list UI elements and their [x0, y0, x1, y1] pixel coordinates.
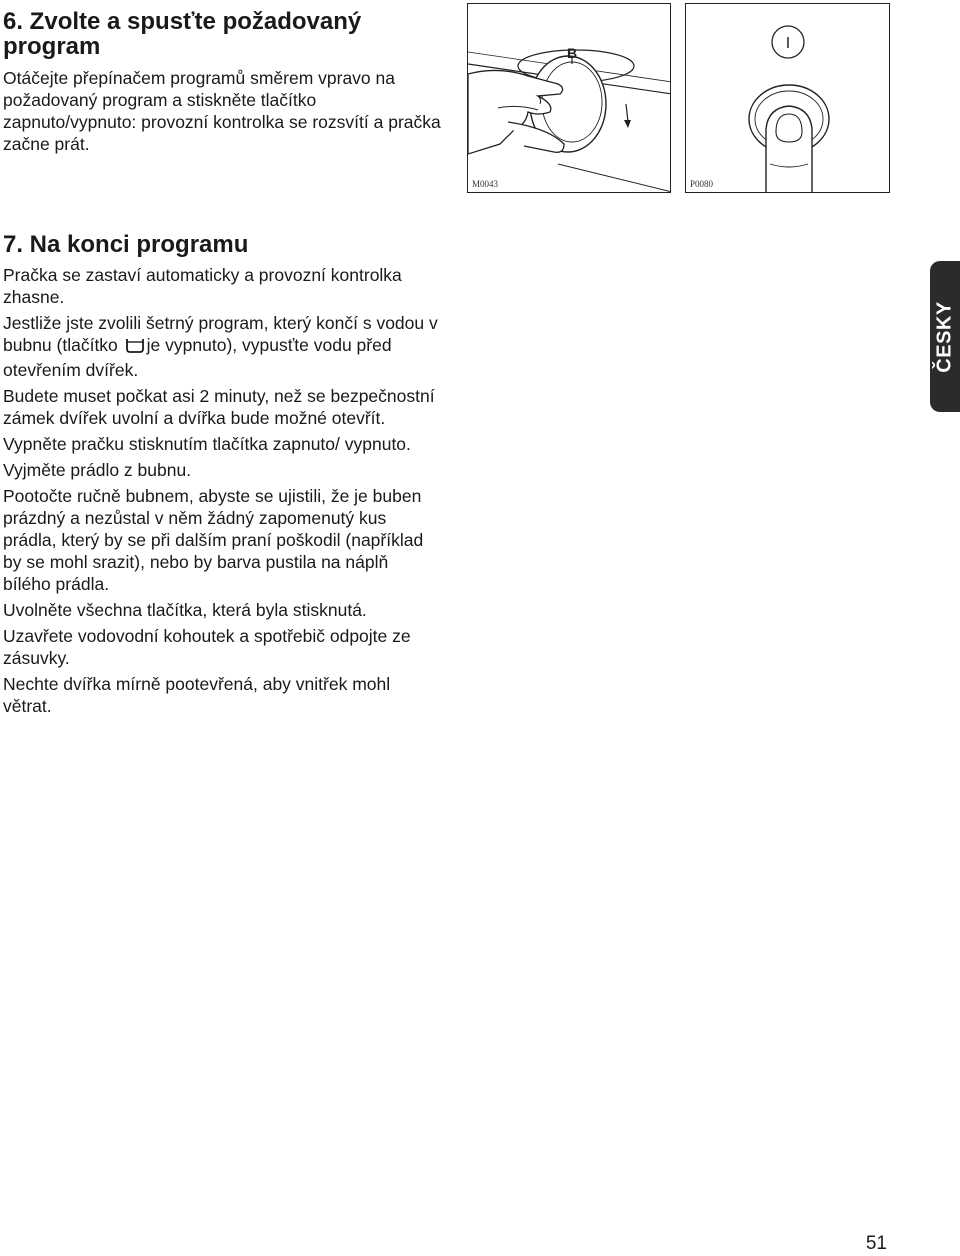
section-6-text: Otáčejte přepínačem programů směrem vpravo na požadovaný program a stiskněte tlačítko zapnuto/vypnuto: provozní kontrolka se rozsvítí a pračka začne prát. [3, 68, 441, 154]
program-knob-illustration [467, 3, 671, 193]
section-7-heading: 7. Na konci programu [3, 231, 249, 258]
page-number: 51 [865, 1233, 887, 1254]
power-symbol-label: I [785, 35, 791, 52]
paragraph-rinse-hold-part-1: Jestliže jste zvolili šetrný program, který končí s vodou v bubnu (tlačítko [3, 313, 438, 355]
paragraph-rinse-hold-part-2: je vypnuto), vypusťte vodu před otevřením dvířek. [3, 335, 392, 380]
paragraph-release-buttons: Uvolněte všechna tlačítka, která byla stisknutá. [3, 600, 367, 620]
figure-code-button: P0080 [690, 179, 714, 189]
paragraph-machine-stops: Pračka se zastaví automaticky a provozní kontrolka zhasne. [3, 265, 402, 307]
finger-pressing-button-drawing [686, 4, 890, 193]
language-tab [930, 261, 960, 412]
hand-turning-knob-drawing [468, 4, 671, 193]
knob-marker-label: B [566, 45, 578, 61]
paragraph-close-tap: Uzavřete vodovodní kohoutek a spotřebič odpojte ze zásuvky. [3, 626, 411, 668]
rinse-hold-icon [125, 336, 145, 359]
paragraph-remove-laundry: Vyjměte prádlo z bubnu. [3, 460, 192, 480]
section-6-heading: 6. Zvolte a spusťte požadovaný program [3, 8, 362, 60]
language-tab-label: ČESKY [933, 300, 956, 373]
section-7-body [3, 264, 439, 721]
paragraph-wait-door-lock: Budete muset počkat asi 2 minuty, než se bezpečnostní zámek dvířek uvolní a dvířka bude možné otevřít. [3, 386, 435, 428]
paragraph-rotate-drum: Pootočte ručně bubnem, abyste se ujistili, že je buben prázdný a nezůstal v něm žádný zapomenutý kus prádla, který by se při dalším praní poškodil (například by se mohl srazit), nebo by barva pustila na náplň bílého prádla. [3, 486, 424, 594]
paragraph-switch-off: Vypněte pračku stisknutím tlačítka zapnuto/ vypnuto. [3, 434, 411, 454]
paragraph-leave-door-open: Nechte dvířka mírně pootevřená, aby vnitřek mohl větrat. [3, 674, 391, 716]
paragraph-rinse-hold [3, 312, 439, 381]
figure-code-knob: M0043 [472, 179, 499, 189]
power-button-illustration [685, 3, 890, 193]
